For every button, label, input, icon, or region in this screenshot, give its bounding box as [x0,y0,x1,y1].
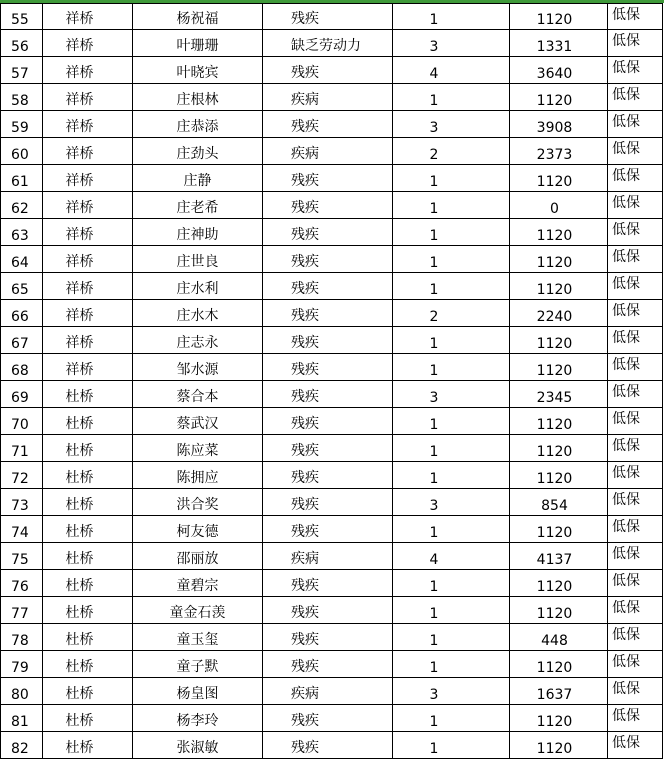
table-row [1,381,663,408]
town-cell[interactable]: 杜桥 [43,516,133,543]
household-count-cell[interactable]: 1 [393,732,510,759]
household-count-cell[interactable]: 1 [393,651,510,678]
row-number-cell[interactable]: 61 [1,165,43,192]
household-count-cell[interactable]: 1 [393,705,510,732]
reason-cell[interactable]: 残疾 [263,570,393,597]
town-cell[interactable]: 祥桥 [43,30,133,57]
person-name-cell[interactable]: 叶晓宾 [133,57,263,84]
person-name-cell[interactable]: 杨皇图 [133,678,263,705]
assistance-type-cell[interactable]: 低保 [608,57,663,84]
person-name-cell[interactable]: 陈拥应 [133,462,263,489]
table-row [1,192,663,219]
household-count-cell[interactable]: 3 [393,30,510,57]
table-row [1,111,663,138]
town-cell[interactable]: 祥桥 [43,219,133,246]
row-number-cell[interactable]: 65 [1,273,43,300]
reason-cell[interactable]: 残疾 [263,435,393,462]
town-cell[interactable]: 祥桥 [43,165,133,192]
table-row [1,705,663,732]
reason-cell[interactable]: 疾病 [263,543,393,570]
table-row [1,597,663,624]
assistance-type-cell[interactable]: 低保 [608,597,663,624]
person-name-cell[interactable]: 庄神助 [133,219,263,246]
table-row [1,651,663,678]
person-name-cell[interactable]: 庄劲头 [133,138,263,165]
town-cell[interactable]: 杜桥 [43,462,133,489]
row-number-cell[interactable]: 74 [1,516,43,543]
row-number-cell[interactable]: 73 [1,489,43,516]
amount-cell[interactable]: 1120 [510,435,608,462]
assistance-type-cell[interactable]: 低保 [608,111,663,138]
town-cell[interactable]: 祥桥 [43,4,133,30]
person-name-cell[interactable]: 庄静 [133,165,263,192]
reason-cell[interactable]: 残疾 [263,354,393,381]
assistance-type-cell[interactable]: 低保 [608,246,663,273]
person-name-cell[interactable]: 邹水源 [133,354,263,381]
table-row [1,543,663,570]
reason-cell[interactable]: 残疾 [263,219,393,246]
table-row [1,624,663,651]
person-name-cell[interactable]: 庄根林 [133,84,263,111]
reason-cell[interactable]: 残疾 [263,705,393,732]
assistance-type-cell[interactable]: 低保 [608,516,663,543]
household-count-cell[interactable]: 1 [393,516,510,543]
town-cell[interactable]: 祥桥 [43,300,133,327]
amount-cell[interactable]: 3908 [510,111,608,138]
table-row [1,246,663,273]
row-number-cell[interactable]: 81 [1,705,43,732]
household-count-cell[interactable]: 1 [393,354,510,381]
row-number-cell[interactable]: 78 [1,624,43,651]
reason-cell[interactable]: 残疾 [263,651,393,678]
person-name-cell[interactable]: 洪合奖 [133,489,263,516]
assistance-type-cell[interactable]: 低保 [608,543,663,570]
reason-cell[interactable]: 残疾 [263,57,393,84]
amount-cell[interactable]: 1120 [510,84,608,111]
reason-cell[interactable]: 残疾 [263,165,393,192]
row-number-cell[interactable]: 59 [1,111,43,138]
table-row [1,30,663,57]
person-name-cell[interactable]: 张淑敏 [133,732,263,759]
assistance-type-cell[interactable]: 低保 [608,219,663,246]
reason-cell[interactable]: 残疾 [263,624,393,651]
row-number-cell[interactable]: 80 [1,678,43,705]
row-number-cell[interactable]: 69 [1,381,43,408]
assistance-type-cell[interactable]: 低保 [608,327,663,354]
household-count-cell[interactable]: 1 [393,408,510,435]
amount-cell[interactable]: 1120 [510,570,608,597]
assistance-type-cell[interactable]: 低保 [608,273,663,300]
town-cell[interactable]: 祥桥 [43,354,133,381]
table-row [1,516,663,543]
amount-cell[interactable]: 1120 [510,408,608,435]
row-number-cell[interactable]: 68 [1,354,43,381]
row-number-cell[interactable]: 57 [1,57,43,84]
assistance-type-cell[interactable]: 低保 [608,138,663,165]
table-row [1,219,663,246]
amount-cell[interactable]: 2373 [510,138,608,165]
row-number-cell[interactable]: 77 [1,597,43,624]
assistance-type-cell[interactable]: 低保 [608,570,663,597]
person-name-cell[interactable]: 庄世良 [133,246,263,273]
household-count-cell[interactable]: 2 [393,300,510,327]
row-number-cell[interactable]: 82 [1,732,43,759]
row-number-cell[interactable]: 72 [1,462,43,489]
town-cell[interactable]: 杜桥 [43,543,133,570]
table-row [1,408,663,435]
amount-cell[interactable]: 1331 [510,30,608,57]
reason-cell[interactable]: 残疾 [263,327,393,354]
household-count-cell[interactable]: 1 [393,192,510,219]
amount-cell[interactable]: 1120 [510,246,608,273]
assistance-type-cell[interactable]: 低保 [608,435,663,462]
reason-cell[interactable]: 残疾 [263,300,393,327]
reason-cell[interactable]: 疾病 [263,678,393,705]
household-count-cell[interactable]: 3 [393,489,510,516]
amount-cell[interactable]: 1120 [510,516,608,543]
town-cell[interactable]: 杜桥 [43,408,133,435]
amount-cell[interactable]: 0 [510,192,608,219]
person-name-cell[interactable]: 童玉玺 [133,624,263,651]
reason-cell[interactable]: 残疾 [263,462,393,489]
reason-cell[interactable]: 残疾 [263,597,393,624]
amount-cell[interactable]: 448 [510,624,608,651]
amount-cell[interactable]: 1120 [510,705,608,732]
row-number-cell[interactable]: 58 [1,84,43,111]
household-count-cell[interactable]: 4 [393,543,510,570]
reason-cell[interactable]: 残疾 [263,516,393,543]
table-row [1,462,663,489]
assistance-type-cell[interactable]: 低保 [608,4,663,30]
assistance-type-cell[interactable]: 低保 [608,354,663,381]
amount-cell[interactable]: 2345 [510,381,608,408]
table-row [1,570,663,597]
reason-cell[interactable]: 残疾 [263,489,393,516]
row-number-cell[interactable]: 67 [1,327,43,354]
household-count-cell[interactable]: 3 [393,111,510,138]
table-row [1,435,663,462]
table-row [1,84,663,111]
reason-cell[interactable]: 疾病 [263,84,393,111]
table-row [1,57,663,84]
town-cell[interactable]: 杜桥 [43,651,133,678]
row-number-cell[interactable]: 66 [1,300,43,327]
amount-cell[interactable]: 1120 [510,462,608,489]
household-count-cell[interactable]: 1 [393,273,510,300]
row-number-cell[interactable]: 71 [1,435,43,462]
amount-cell[interactable]: 1120 [510,165,608,192]
town-cell[interactable]: 祥桥 [43,327,133,354]
person-name-cell[interactable]: 蔡合本 [133,381,263,408]
row-number-cell[interactable]: 63 [1,219,43,246]
person-name-cell[interactable]: 邵丽放 [133,543,263,570]
row-number-cell[interactable]: 56 [1,30,43,57]
town-cell[interactable]: 祥桥 [43,273,133,300]
person-name-cell[interactable]: 童碧宗 [133,570,263,597]
amount-cell[interactable]: 1120 [510,4,608,30]
town-cell[interactable]: 杜桥 [43,381,133,408]
amount-cell[interactable]: 1120 [510,732,608,759]
household-count-cell[interactable]: 3 [393,381,510,408]
town-cell[interactable]: 杜桥 [43,678,133,705]
table-row [1,354,663,381]
data-table [0,3,663,759]
household-count-cell[interactable]: 1 [393,597,510,624]
amount-cell[interactable]: 1637 [510,678,608,705]
amount-cell[interactable]: 1120 [510,219,608,246]
town-cell[interactable]: 祥桥 [43,138,133,165]
reason-cell[interactable]: 残疾 [263,4,393,30]
reason-cell[interactable]: 疾病 [263,138,393,165]
table-row [1,165,663,192]
town-cell[interactable]: 杜桥 [43,597,133,624]
household-count-cell[interactable]: 1 [393,84,510,111]
town-cell[interactable]: 杜桥 [43,570,133,597]
amount-cell[interactable]: 1120 [510,597,608,624]
row-number-cell[interactable]: 76 [1,570,43,597]
person-name-cell[interactable]: 杨祝福 [133,4,263,30]
town-cell[interactable]: 祥桥 [43,111,133,138]
reason-cell[interactable]: 残疾 [263,273,393,300]
amount-cell[interactable]: 4137 [510,543,608,570]
assistance-type-cell[interactable]: 低保 [608,300,663,327]
assistance-type-cell[interactable]: 低保 [608,30,663,57]
person-name-cell[interactable]: 陈应菜 [133,435,263,462]
reason-cell[interactable]: 残疾 [263,192,393,219]
town-cell[interactable]: 祥桥 [43,192,133,219]
assistance-type-cell[interactable]: 低保 [608,84,663,111]
row-number-cell[interactable]: 64 [1,246,43,273]
row-number-cell[interactable]: 55 [1,4,43,30]
assistance-type-cell[interactable]: 低保 [608,165,663,192]
person-name-cell[interactable]: 童金石羡 [133,597,263,624]
row-number-cell[interactable]: 70 [1,408,43,435]
town-cell[interactable]: 杜桥 [43,489,133,516]
assistance-type-cell[interactable]: 低保 [608,732,663,759]
amount-cell[interactable]: 1120 [510,651,608,678]
household-count-cell[interactable]: 4 [393,57,510,84]
person-name-cell[interactable]: 叶珊珊 [133,30,263,57]
reason-cell[interactable]: 残疾 [263,381,393,408]
town-cell[interactable]: 祥桥 [43,84,133,111]
person-name-cell[interactable]: 庄志永 [133,327,263,354]
person-name-cell[interactable]: 庄老希 [133,192,263,219]
household-count-cell[interactable]: 1 [393,4,510,30]
household-count-cell[interactable]: 1 [393,165,510,192]
amount-cell[interactable]: 854 [510,489,608,516]
reason-cell[interactable]: 残疾 [263,246,393,273]
town-cell[interactable]: 杜桥 [43,435,133,462]
household-count-cell[interactable]: 1 [393,219,510,246]
amount-cell[interactable]: 1120 [510,327,608,354]
assistance-type-cell[interactable]: 低保 [608,408,663,435]
household-count-cell[interactable]: 1 [393,435,510,462]
person-name-cell[interactable]: 蔡武汉 [133,408,263,435]
table-row [1,4,663,30]
table-row [1,300,663,327]
row-number-cell[interactable]: 79 [1,651,43,678]
household-count-cell[interactable]: 3 [393,678,510,705]
household-count-cell[interactable]: 1 [393,462,510,489]
person-name-cell[interactable]: 庄水木 [133,300,263,327]
household-count-cell[interactable]: 1 [393,327,510,354]
row-number-cell[interactable]: 75 [1,543,43,570]
assistance-type-cell[interactable]: 低保 [608,489,663,516]
town-cell[interactable]: 祥桥 [43,246,133,273]
person-name-cell[interactable]: 杨李玲 [133,705,263,732]
town-cell[interactable]: 杜桥 [43,705,133,732]
assistance-type-cell[interactable]: 低保 [608,678,663,705]
household-count-cell[interactable]: 1 [393,570,510,597]
person-name-cell[interactable]: 庄水利 [133,273,263,300]
household-count-cell[interactable]: 2 [393,138,510,165]
amount-cell[interactable]: 1120 [510,273,608,300]
assistance-type-cell[interactable]: 低保 [608,462,663,489]
person-name-cell[interactable]: 柯友德 [133,516,263,543]
row-number-cell[interactable]: 60 [1,138,43,165]
person-name-cell[interactable]: 庄恭添 [133,111,263,138]
table-row [1,489,663,516]
amount-cell[interactable]: 3640 [510,57,608,84]
assistance-type-cell[interactable]: 低保 [608,705,663,732]
amount-cell[interactable]: 2240 [510,300,608,327]
reason-cell[interactable]: 残疾 [263,408,393,435]
row-number-cell[interactable]: 62 [1,192,43,219]
amount-cell[interactable]: 1120 [510,354,608,381]
town-cell[interactable]: 杜桥 [43,732,133,759]
table-row [1,273,663,300]
table-row [1,327,663,354]
person-name-cell[interactable]: 童子默 [133,651,263,678]
assistance-type-cell[interactable]: 低保 [608,381,663,408]
reason-cell[interactable]: 缺乏劳动力 [263,30,393,57]
household-count-cell[interactable]: 1 [393,246,510,273]
town-cell[interactable]: 祥桥 [43,57,133,84]
reason-cell[interactable]: 残疾 [263,732,393,759]
household-count-cell[interactable]: 1 [393,624,510,651]
table-row [1,678,663,705]
reason-cell[interactable]: 残疾 [263,111,393,138]
assistance-type-cell[interactable]: 低保 [608,192,663,219]
table-row [1,732,663,759]
table-row [1,138,663,165]
assistance-type-cell[interactable]: 低保 [608,651,663,678]
assistance-type-cell[interactable]: 低保 [608,624,663,651]
town-cell[interactable]: 杜桥 [43,624,133,651]
